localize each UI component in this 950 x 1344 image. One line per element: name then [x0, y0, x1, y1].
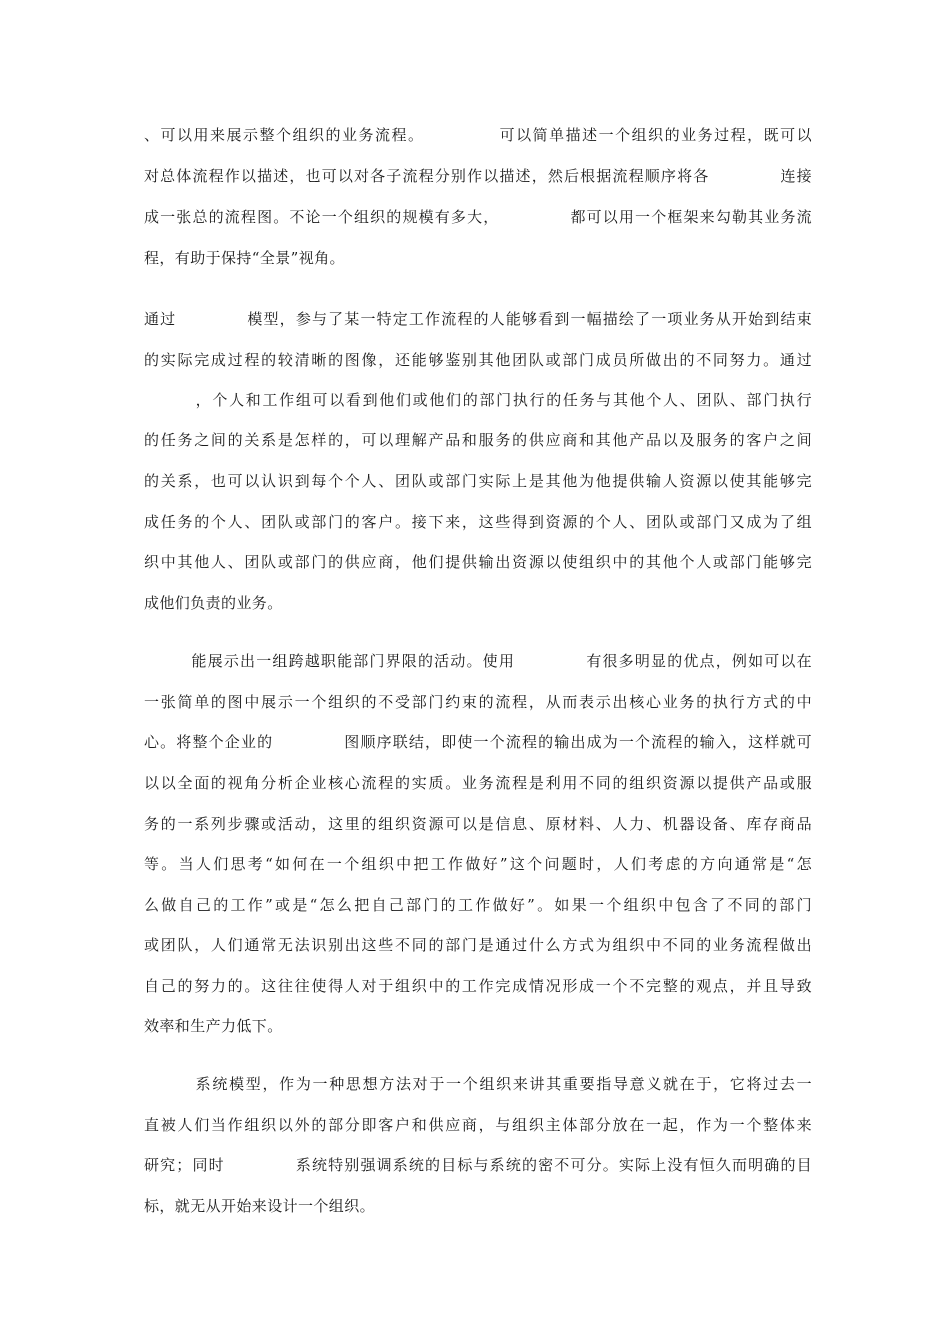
paragraph-2-line-2: 的实际完成过程的较清晰的图像，还能够鉴别其他团队或部门成员所做出的不同努力。通过: [144, 351, 812, 369]
paragraph-2-line-6: 成任务的个人、团队或部门的客户。接下来，这些得到资源的个人、团队或部门又成为了组: [144, 513, 812, 531]
paragraph-3-line-5: 务的一系列步骤或活动，这里的组织资源可以是信息、原材料、人力、机器设备、库存商品: [144, 815, 812, 833]
paragraph-2-line-5: 的关系，也可以认识到每个个人、团队或部门实际上是其他为他提供输人资源以使其能够完: [144, 472, 812, 490]
paragraph-2-line-8: 成他们负责的业务。: [144, 594, 283, 612]
paragraph-1-line-4: 程，有助于保持“全景”视角。: [144, 249, 345, 267]
paragraph-1-line-1: 、可以用来展示整个组织的业务流程。 可以简单描述一个组织的业务过程，既可以: [144, 126, 812, 144]
paragraph-3-line-6: 等。当人们思考“如何在一个组织中把工作做好”这个问题时，人们考虑的方向通常是“怎: [144, 855, 812, 873]
paragraph-4-line-4: 标，就无从开始来设计一个组织。: [144, 1197, 376, 1215]
paragraph-4-line-3: 研究；同时 系统特别强调系统的目标与系统的密不可分。实际上没有恒久而明确的目: [144, 1156, 812, 1174]
paragraph-4-line-2: 直被人们当作组织以外的部分即客户和供应商，与组织主体部分放在一起，作为一个整体来: [144, 1116, 812, 1134]
paragraph-2-line-7: 织中其他人、团队或部门的供应商，他们提供输出资源以使组织中的其他个人或部门能够完: [144, 553, 812, 571]
paragraph-2-line-1: 通过 模型，参与了某一特定工作流程的人能够看到一幅描绘了一项业务从开始到结束: [144, 310, 812, 328]
paragraph-3-line-4: 以以全面的视角分析企业核心流程的实质。业务流程是利用不同的组织资源以提供产品或服: [144, 774, 812, 792]
paragraph-4-line-1: 系统模型，作为一种思想方法对于一个组织来讲其重要指导意义就在于，它将过去一: [144, 1075, 812, 1093]
paragraph-3-line-1: 能展示出一组跨越职能部门界限的活动。使用 有很多明显的优点，例如可以在: [144, 652, 812, 670]
paragraph-1-line-3: 成一张总的流程图。不论一个组织的规模有多大， 都可以用一个框架来勾勒其业务流: [144, 208, 812, 226]
paragraph-3-line-7: 么做自己的工作”或是“怎么把自己部门的工作做好”。如果一个组织中包含了不同的部门: [144, 896, 812, 914]
paragraph-3-line-2: 一张简单的图中展示一个组织的不受部门约束的流程，从而表示出核心业务的执行方式的中: [144, 693, 812, 711]
paragraph-1-line-2: 对总体流程作以描述，也可以对各子流程分别作以描述，然后根据流程顺序将各 连接: [144, 167, 812, 185]
paragraph-3-line-8: 或团队，人们通常无法识别出这些不同的部门是通过什么方式为组织中不同的业务流程做出: [144, 936, 812, 954]
paragraph-3-line-3: 心。将整个企业的 图顺序联结，即使一个流程的输出成为一个流程的输入，这样就可: [144, 733, 812, 751]
paragraph-2-line-3: ，个人和工作组可以看到他们或他们的部门执行的任务与其他个人、团队、部门执行: [144, 391, 812, 409]
paragraph-3-line-10: 效率和生产力低下。: [144, 1017, 283, 1035]
paragraph-3-line-9: 自己的努力的。这往往使得人对于组织中的工作完成情况形成一个不完整的观点，并且导致: [144, 977, 812, 995]
paragraph-2-line-4: 的任务之间的关系是怎样的，可以理解产品和服务的供应商和其他产品以及服务的客户之间: [144, 431, 812, 449]
